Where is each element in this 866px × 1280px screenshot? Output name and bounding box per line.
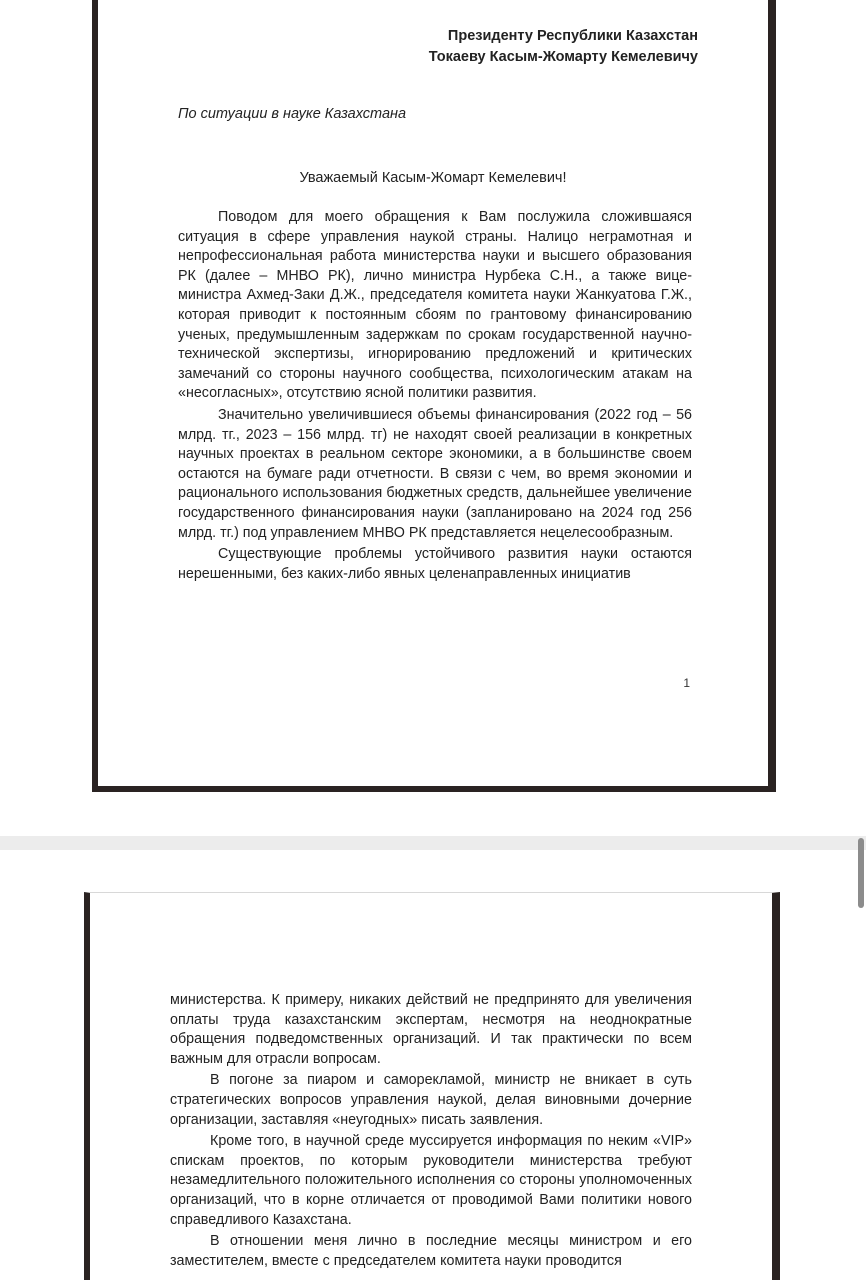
document-page-2 — [84, 892, 780, 1280]
addressee-block — [429, 26, 698, 68]
paragraph: Существующие проблемы устойчивого развития науки остаются нерешенными, без каких-либо явных целенаправленных инициатив — [178, 546, 692, 582]
addressee-name: Токаеву Касым-Жомарту Кемелевичу — [428, 49, 698, 65]
document-page-1 — [92, 0, 776, 792]
paragraph: Кроме того, в научной среде муссируется информация по неким «VIP» спискам проектов, по которым руководители министерства требуют незамедлительного положительного исполнения со стороны уполномоченных организаций, что в корне отличается от проводимой Вами политики нового справедливого Казахстана. — [170, 1133, 692, 1228]
paragraph: В отношении меня лично в последние месяцы министром и его заместителем, вместе с председателем комитета науки проводится — [170, 1233, 692, 1269]
paragraph: Значительно увеличившиеся объемы финансирования (2022 год – 56 млрд. тг., 2023 – 156 млрд. тг) не находят своей реализации в конкретных научных проектах в реальном секторе экономики, а в большинстве своем остаются на бумаге ради отчетности. В связи с чем, во время экономии и рационального использования бюджетных средств, дальнейшее увеличение государственного финансирования науки (запланировано на 2024 год 256 млрд. тг.) под управлением МНВО РК представляется нецелесообразным. — [178, 406, 692, 541]
addressee-title: Президенту Республики Казахстан — [447, 28, 698, 44]
paragraph-continuation: министерства. К примеру, никаких действий не предпринято для увеличения оплаты труда казахстанским экспертам, несмотря на неоднократные обращения подведомственных организаций. И так практически по всем важным для отрасли вопросам. — [170, 992, 692, 1067]
paragraph: Поводом для моего обращения к Вам послужила сложившаяся ситуация в сфере управления наукой страны. Налицо неграмотная и непрофессиональная работа министерства науки и высшего образования РК (далее – МНВО РК), лично министра Нурбека С.Н., а также вице-министра Ахмед-Заки Д.Ж., председателя комитета науки Жанкуатова Г.Ж., которая приводит к постоянным сбоям по грантовому финансированию ученых, предумышленным задержкам по срокам государственной научно-технической экспертизы, игнорированию предложений и критических замечаний со стороны научного сообщества, психологическим атакам на «несогласных», отсутствию ясной политики развития. — [178, 209, 692, 402]
letter-body-page-1 — [178, 208, 692, 586]
vertical-scrollbar[interactable] — [858, 0, 864, 1280]
page-separator — [0, 836, 866, 850]
letter-body-page-2 — [170, 991, 692, 1273]
letter-greeting: Уважаемый Касым-Жомарт Кемелевич! — [299, 170, 567, 186]
page-number: 1 — [683, 676, 690, 690]
paragraph: В погоне за пиаром и саморекламой, министр не вникает в суть стратегических вопросов управления наукой, делая виновными дочерние организации, заставляя «неугодных» писать заявления. — [170, 1072, 692, 1128]
scrollbar-thumb[interactable] — [858, 838, 864, 908]
letter-subject: По ситуации в науке Казахстана — [178, 106, 407, 122]
